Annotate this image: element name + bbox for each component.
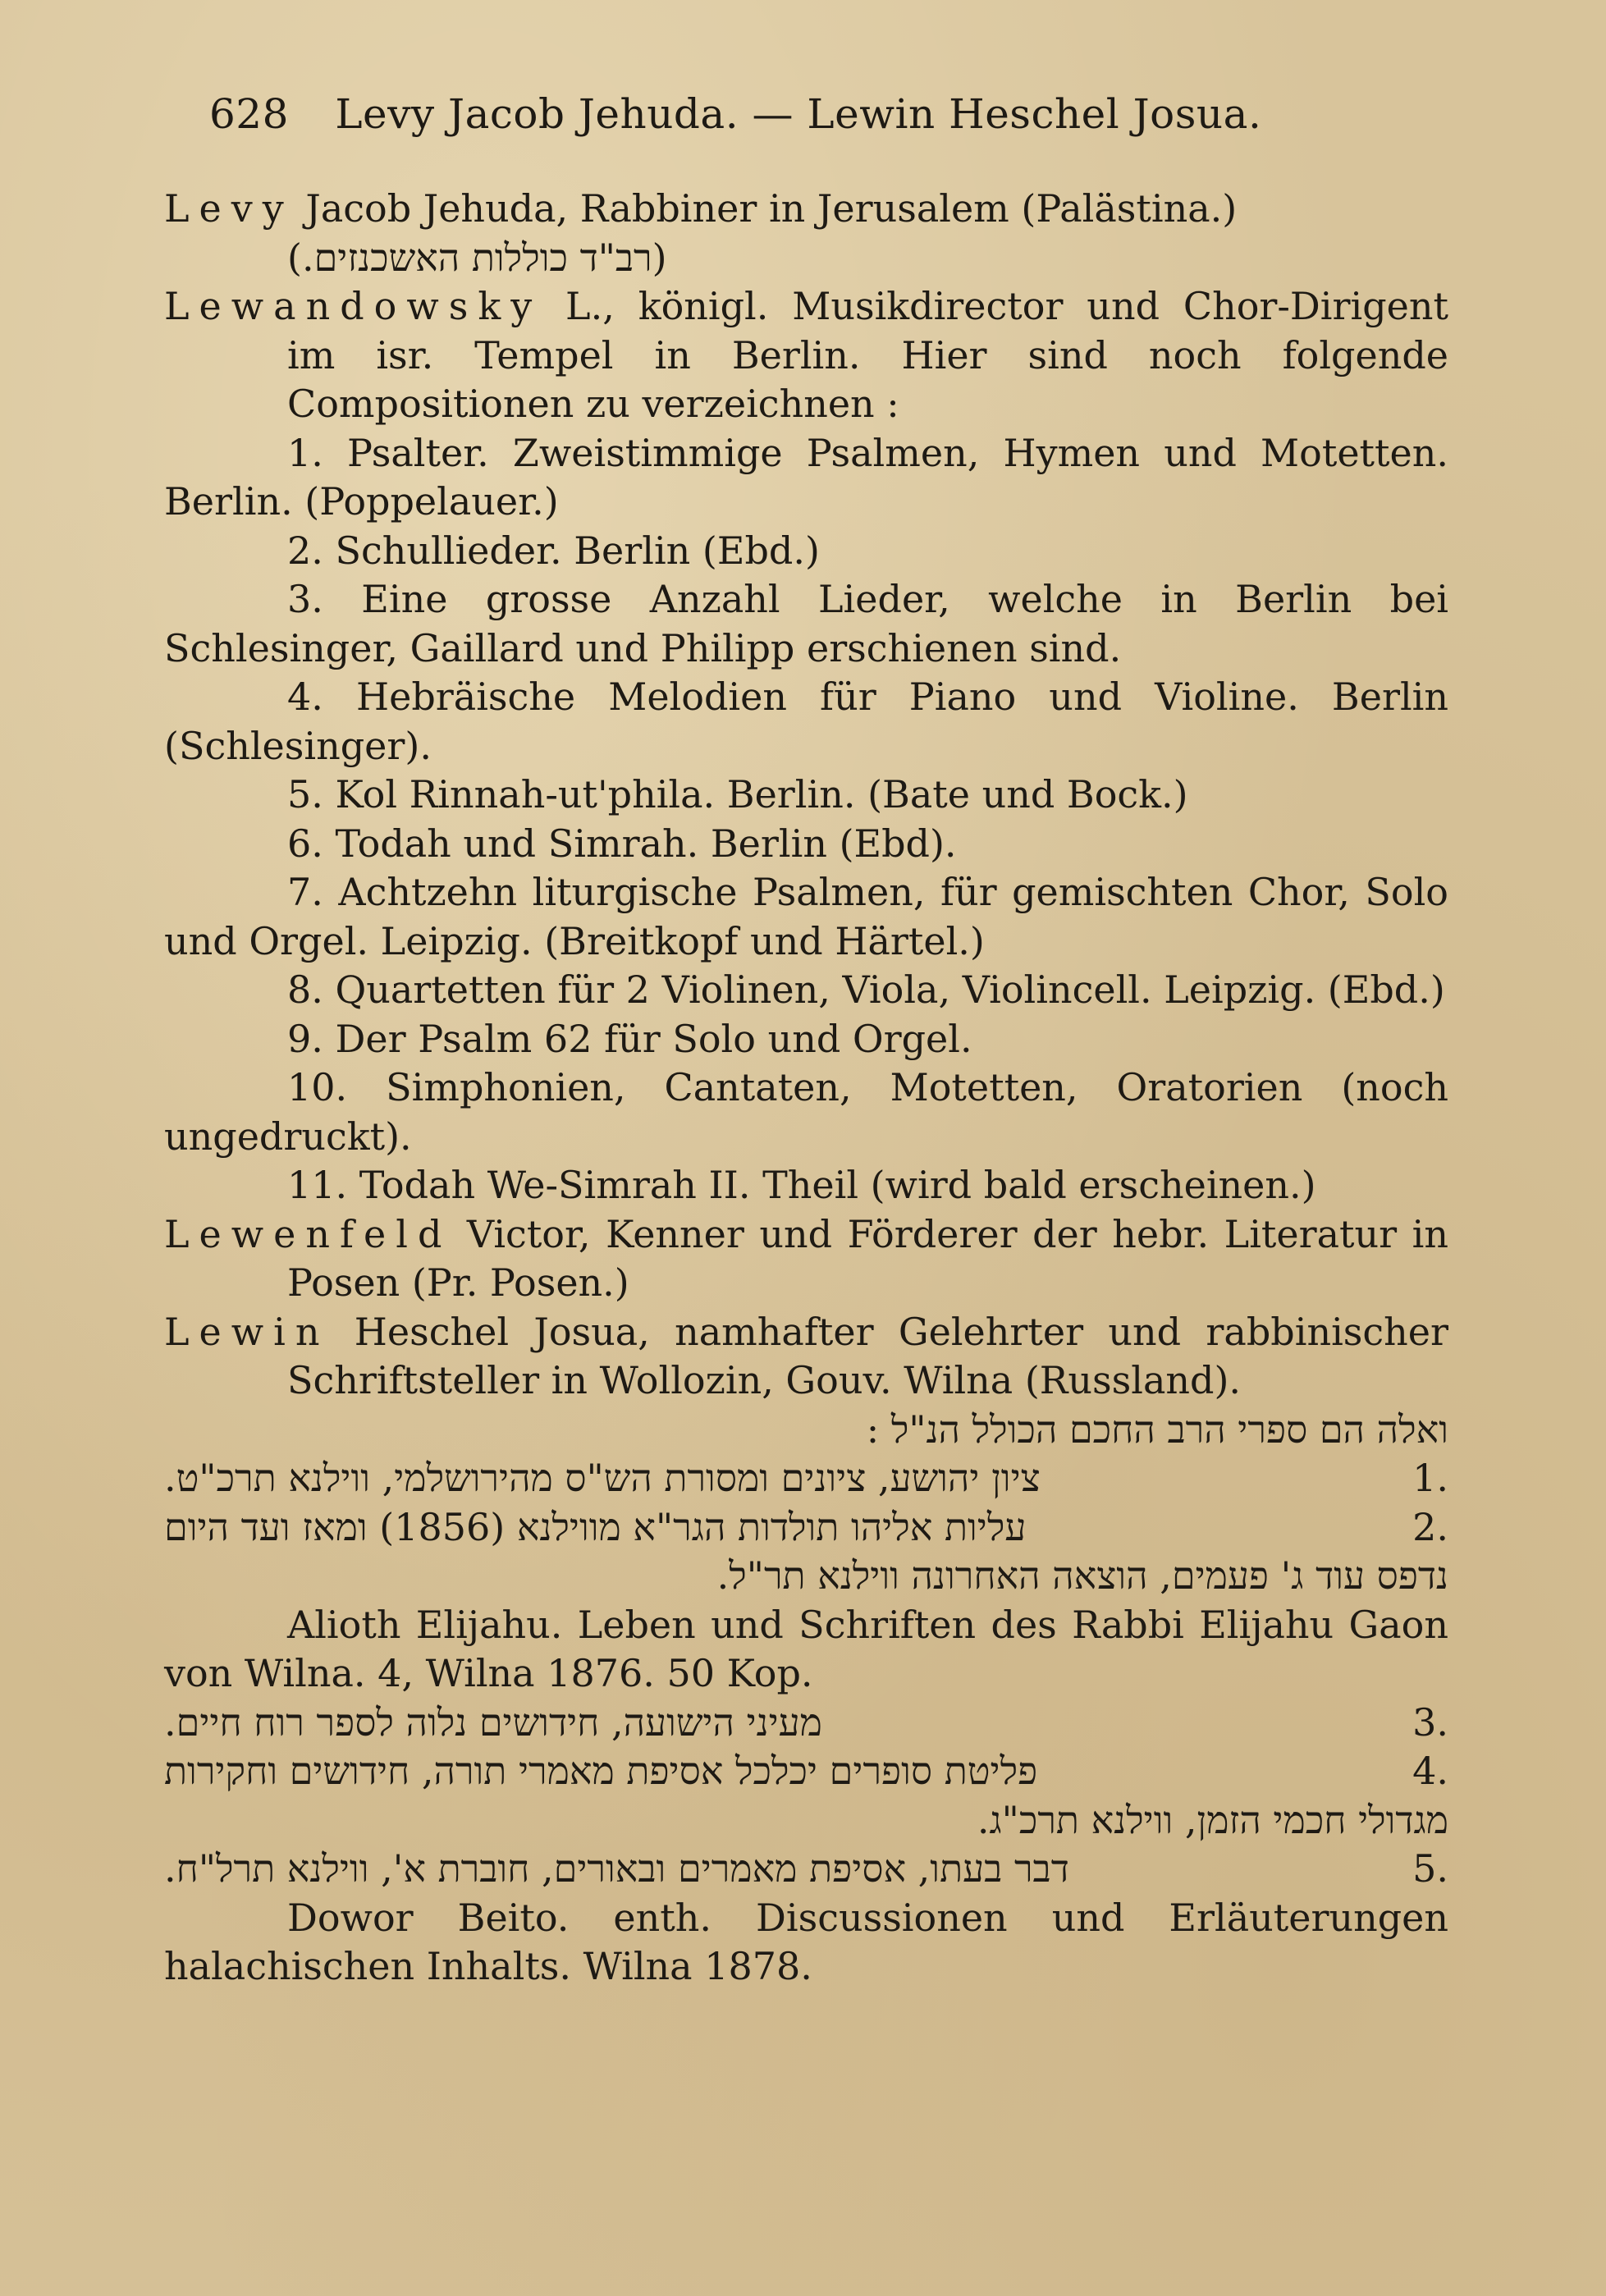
entry-lewenfeld [164,1210,1448,1308]
entry-text: Heschel Josua, namhafter Gelehrter und rabbinischer Schriftsteller in Wollozin, Gouv. Wilna (Russland). [287,1309,1448,1402]
german-translation: Dowor Beito. enth. Discussionen und Erläuterungen halachischen Inhalts. Wilna 1878. [164,1895,1448,1988]
entry-levy [164,185,1448,234]
entry-name: Levy [164,186,294,231]
entry-lewin [164,1308,1448,1406]
entry-lewandowsky [164,282,1448,429]
work-item: 10. Simphonien, Cantaten, Motetten, Oratorien (noch ungedruckt). [164,1065,1448,1159]
hebrew-intro-line [164,1406,1448,1455]
page-number: 628 [209,90,289,138]
hebrew-note: (רב"ד כוללות האשכנזים.) [287,235,667,280]
work-item: 1. Psalter. Zweistimmige Psalmen, Hymen und Motetten. Berlin. (Poppelauer.) [164,430,1448,524]
entry-text: L., königl. Musikdirector und Chor-Dirigent im isr. Tempel in Berlin. Hier sind noch folgende Compositionen zu verzeichnen : [287,284,1448,426]
hebrew-work-1 [164,1454,1448,1503]
hebrew-work-4 [164,1747,1448,1796]
work-item: 2. Schullieder. Berlin (Ebd.) [287,528,820,573]
hebrew-intro: ואלה הם ספרי הרב החכם הכולל הנ"ל : [866,1406,1448,1452]
entry-name: Lewin [164,1309,330,1354]
hebrew-work-title: דבר בעתו, אסיפת מאמרים ובאורים, חוברת א', ווילנא תרל"ח. [164,1846,1069,1891]
work-number: 3. [1412,1699,1448,1745]
hebrew-work-2 [164,1503,1448,1553]
entry-text: Jacob Jehuda, Rabbiner in Jerusalem (Palästina.) [293,186,1238,231]
work-item: 3. Eine grosse Anzahl Lieder, welche in Berlin bei Schlesinger, Gaillard und Philipp erschienen sind. [164,577,1448,670]
hebrew-work-3 [164,1699,1448,1748]
hebrew-work-title: פליטת סופרים יכלכל אסיפת מאמרי תורה, חידושים וחקירות [164,1749,1038,1793]
work-number: 5. [1412,1846,1448,1891]
german-translation: Alioth Elijahu. Leben und Schriften des Rabbi Elijahu Gaon von Wilna. 4, Wilna 1876. 50 Kop. [164,1602,1448,1695]
work-item: 9. Der Psalm 62 für Solo und Orgel. [287,1016,972,1061]
work-item: 11. Todah We-Simrah II. Theil (wird bald erscheinen.) [287,1163,1316,1207]
book-page [156,90,1448,2240]
hebrew-work-continuation: מגדולי חכמי הזמן, ווילנא תרכ"ג. [977,1797,1448,1842]
hebrew-work-title: מעיני הישועה, חידושים נלוה לספר רוח חיים. [164,1699,822,1745]
entry-name: Lewenfeld [164,1211,452,1256]
work-number: 4. [1412,1749,1448,1793]
entry-levy-hebrew [164,234,1448,283]
work-item: 6. Todah und Simrah. Berlin (Ebd). [287,821,957,866]
hebrew-work-title: עליות אליהו תולדות הגר"א מווילנא (1856) ומאז ועד היום [164,1504,1027,1549]
work-item: 7. Achtzehn liturgische Psalmen, für gemischten Chor, Solo und Orgel. Leipzig. (Breitkopf und Härtel.) [164,870,1448,963]
hebrew-work-5 [164,1845,1448,1894]
entry-name: Lewandowsky [164,284,542,328]
hebrew-work-continuation: נדפס עוד ג' פעמים, הוצאה האחרונה ווילנא תר"ל. [716,1553,1448,1598]
work-item: 5. Kol Rinnah-ut'phila. Berlin. (Bate und Bock.) [287,772,1188,816]
running-title: Levy Jacob Jehuda. — Lewin Heschel Josua. [335,90,1262,138]
work-number: 2. [1412,1504,1448,1549]
work-item: 8. Quartetten für 2 Violinen, Viola, Violincell. Leipzig. (Ebd.) [287,967,1445,1012]
hebrew-work-title: ציון יהושע, ציונים ומסורת הש"ס מהירושלמי, ווילנא תרכ"ט. [164,1456,1041,1500]
work-item: 4. Hebräische Melodien für Piano und Violine. Berlin (Schlesinger). [164,675,1448,768]
work-number: 1. [1412,1456,1448,1500]
running-header [209,90,1448,148]
page-body [156,185,1448,1992]
entry-text: Victor, Kenner und Förderer der hebr. Literatur in Posen (Pr. Posen.) [287,1211,1448,1305]
